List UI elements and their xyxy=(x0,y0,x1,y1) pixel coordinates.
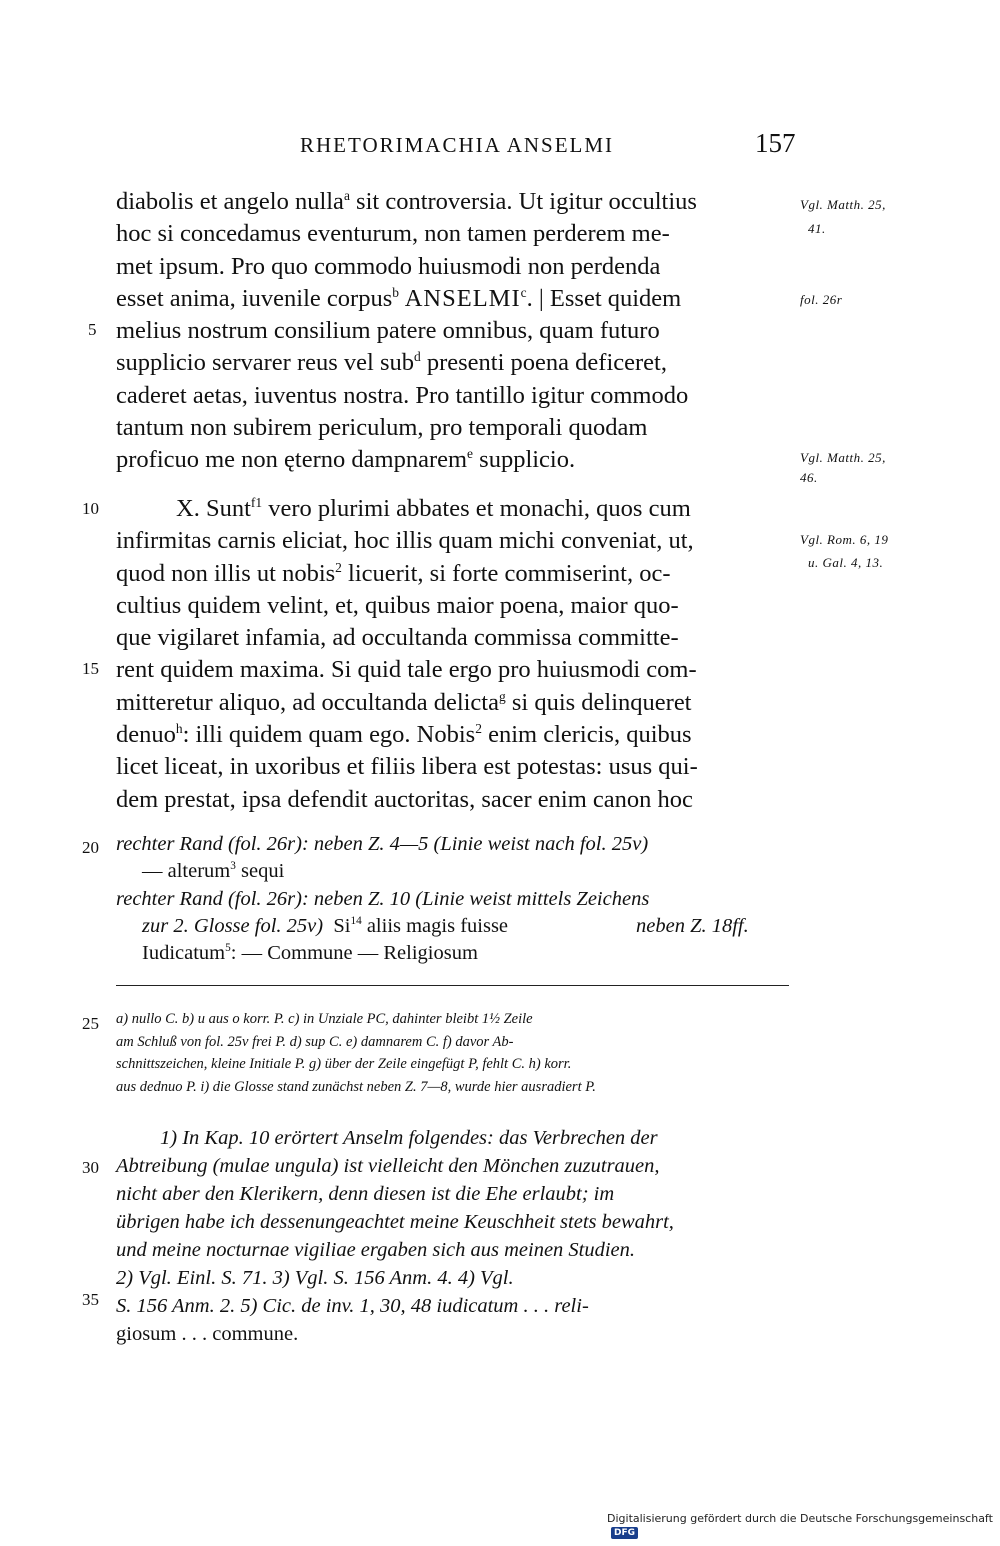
apparatus-line: aus dednuo P. i) die Glosse stand zunächst neben Z. 7—8, wurde hier ausradiert P. xyxy=(116,1078,596,1095)
text-line: cultius quidem velint, et, quibus maior poena, maior quo- xyxy=(116,591,679,619)
text-line: esset anima, iuvenile corpus$^b$ ANSELMI$^c$. | Esset quidem xyxy=(116,284,682,312)
margin-note-folio: fol. 26r xyxy=(800,292,843,307)
text-line: quod non illis ut nobis$^2$ licuerit, si forte commiserint, oc- xyxy=(116,559,671,587)
explanatory-notes xyxy=(116,1124,788,1348)
note-line: nicht aber den Klerikern, denn diesen ist die Ehe erlaubt; im xyxy=(116,1183,615,1205)
margin-note: Vgl. Matth. 25, xyxy=(800,197,886,212)
line-number: 15 xyxy=(82,659,99,678)
margin-note: 41. xyxy=(808,221,826,236)
note-line: 2) Vgl. Einl. S. 71. 3) Vgl. S. 156 Anm. 4. 4) Vgl. xyxy=(116,1267,514,1289)
line-number: 25 xyxy=(82,1014,99,1033)
text-line: dem prestat, ipsa defendit auctoritas, sacer enim canon hoc xyxy=(116,785,693,813)
critical-apparatus xyxy=(116,1008,788,1098)
running-title: RHETORIMACHIA ANSELMI xyxy=(300,133,615,157)
note-line: übrigen habe ich dessenungeachtet meine Keuschheit stets bewahrt, xyxy=(116,1211,674,1233)
text-line: met ipsum. Pro quo commodo huiusmodi non perdenda xyxy=(116,252,661,280)
text-line: infirmitas carnis eliciat, hoc illis quam michi conveniat, ut, xyxy=(116,527,694,555)
gloss-line: — alterum$^3$ sequi xyxy=(142,860,285,882)
gloss-line: neben Z. 18ff. xyxy=(636,915,749,937)
apparatus-line: schnittszeichen, kleine Initiale P. g) über der Zeile eingefügt P, fehlt C. h) korr. xyxy=(116,1056,572,1072)
line-number: 30 xyxy=(82,1158,99,1177)
text-line: melius nostrum consilium patere omnibus, quam futuro xyxy=(116,317,660,345)
gloss-line: rechter Rand (fol. 26r): neben Z. 4—5 (Linie weist nach fol. 25v) xyxy=(116,833,649,855)
text-line: supplicio servarer reus vel sub$^d$ presenti poena deficeret, xyxy=(116,349,667,377)
main-text xyxy=(116,186,788,477)
text-line: mitteretur aliquo, ad occultanda delicta$^g$ si quis delinqueret xyxy=(116,688,692,716)
page-number: 157 xyxy=(755,128,796,158)
text-line: caderet aetas, iuventus nostra. Pro tantillo igitur commodo xyxy=(116,381,689,409)
text-line: tantum non subirem periculum, pro temporali quodam xyxy=(116,414,648,442)
digitization-credit: Digitalisierung gefördert durch die Deutsche ForschungsgemeinschaftDFG xyxy=(607,1512,993,1538)
text-line: rent quidem maxima. Si quid tale ergo pro huiusmodi com- xyxy=(116,656,697,684)
note-line: giosum . . . commune. xyxy=(116,1323,299,1345)
dfg-logo: DFG xyxy=(611,1527,638,1539)
line-number: 20 xyxy=(82,838,99,857)
margin-note: u. Gal. 4, 13. xyxy=(808,555,884,570)
text-line: hoc si concedamus eventurum, non tamen perderem me- xyxy=(116,220,670,248)
note-line: und meine nocturnae vigiliae ergaben sich aus meinen Studien. xyxy=(116,1239,636,1261)
note-line: Abtreibung (mulae ungula) ist vielleicht den Mönchen zuzutrauen, xyxy=(116,1155,660,1177)
note-line: 1) In Kap. 10 erörtert Anselm folgendes: das Verbrechen der xyxy=(160,1127,658,1149)
main-text-chapter-x xyxy=(116,493,788,816)
note-line: S. 156 Anm. 2. 5) Cic. de inv. 1, 30, 48 iudicatum . . . reli- xyxy=(116,1295,589,1317)
margin-note: Vgl. Rom. 6, 19 xyxy=(800,532,889,547)
line-number: 10 xyxy=(82,499,99,518)
line-number: 5 xyxy=(88,320,97,339)
text-line: que vigilaret infamia, ad occultanda commissa committe- xyxy=(116,624,679,652)
text-line: licet liceat, in uxoribus et filiis libera est potestas: usus qui- xyxy=(116,753,698,781)
gloss-line: zur 2. Glosse fol. 25v) Si$^{14}$ aliis magis fuisse xyxy=(142,915,509,937)
margin-note: Vgl. Matth. 25, xyxy=(800,450,886,465)
apparatus-line: am Schluß von fol. 25v frei P. d) sup C. e) damnarem C. f) davor Ab- xyxy=(116,1033,514,1050)
text-line: proficuo me non ęterno dampnarem$^e$ supplicio. xyxy=(116,446,576,474)
gloss-line: rechter Rand (fol. 26r): neben Z. 10 (Linie weist mittels Zeichens xyxy=(116,888,650,910)
line-number: 35 xyxy=(82,1290,99,1309)
margin-note: 46. xyxy=(800,470,818,485)
apparatus-line: a) nullo C. b) u aus o korr. P. c) in Unziale PC, dahinter bleibt 1½ Zeile xyxy=(116,1011,533,1027)
text-line: X. Sunt$^{f1}$ vero plurimi abbates et monachi, quos cum xyxy=(176,494,691,522)
text-line: diabolis et angelo nulla$^a$ sit controversia. Ut igitur occultius xyxy=(116,187,697,215)
gloss-line: Iudicatum$^5$: — Commune — Religiosum xyxy=(142,942,478,964)
text-line: denuo$^h$: illi quidem quam ego. Nobis$^2$ enim clericis, quibus xyxy=(116,720,692,749)
apparatus-rule xyxy=(116,985,789,986)
